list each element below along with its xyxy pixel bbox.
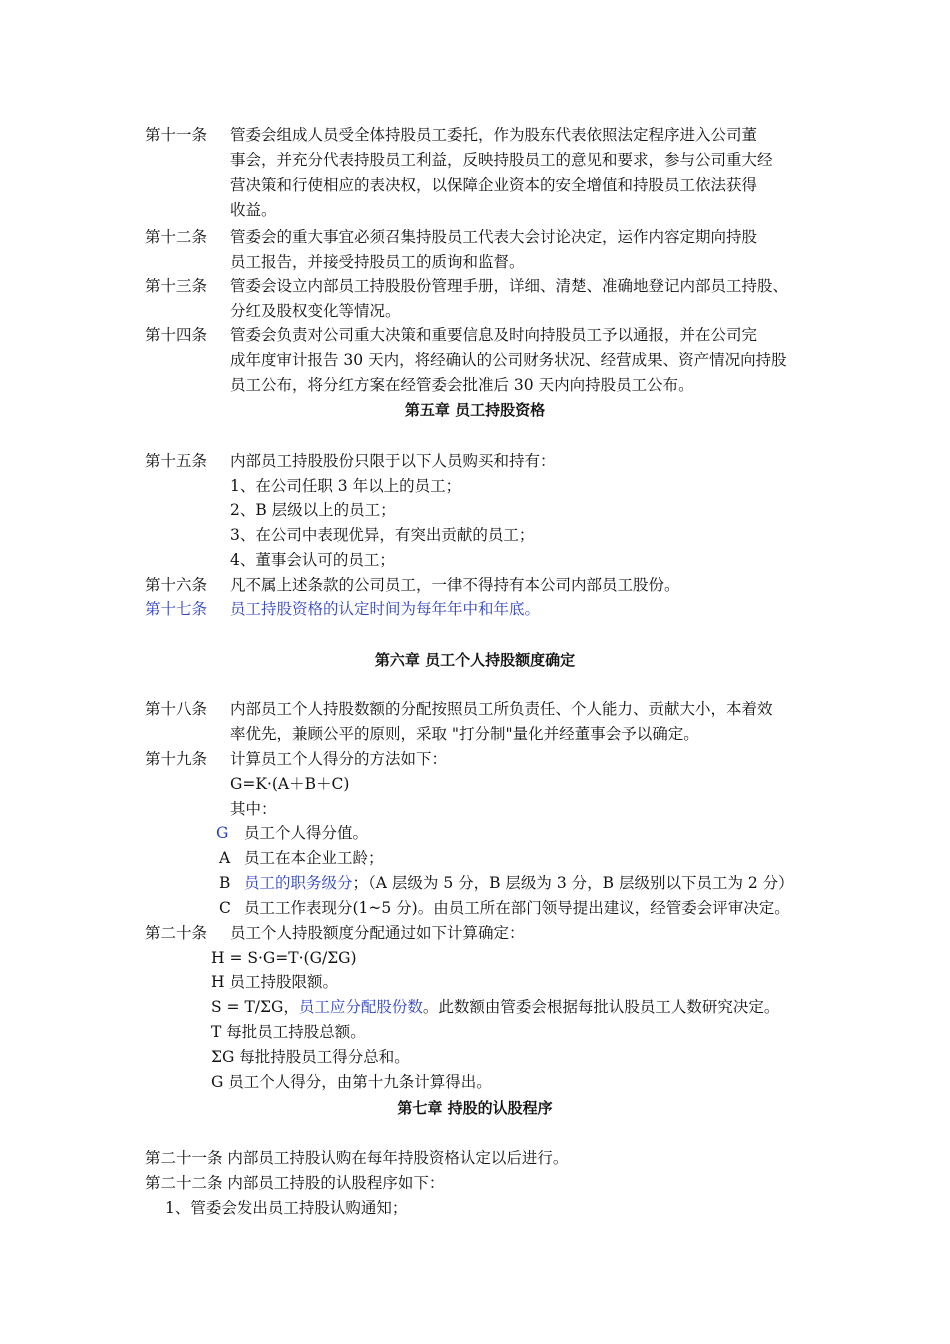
article-18-label: 第十八条 [145, 700, 208, 718]
article-11-line-3: 营决策和行使相应的表决权，以保障企业资本的安全增值和持股员工依法获得 [230, 176, 758, 194]
article-17-label: 第十七条 [145, 600, 208, 618]
article-14-line-2: 成年度审计报告 30 天内，将经确认的公司财务状况、经营成果、资产情况向持股 [230, 351, 787, 369]
b-description-highlight: 员工的职务级分 [244, 874, 353, 892]
g-symbol: G [216, 824, 229, 842]
article-20-text: 员工个人持股额度分配通过如下计算确定： [230, 924, 525, 942]
article-13-line-1: 管委会设立内部员工持股股份管理手册，详细、清楚、准确地登记内部员工持股、 [230, 277, 789, 295]
article-12-line-2: 员工报告，并接受持股员工的质询和监督。 [230, 253, 525, 271]
article-22: 第二十二条 内部员工持股的认股程序如下： [145, 1174, 445, 1192]
article-14-line-3: 员工公布，将分红方案在经管委会批准后 30 天内向持股员工公布。 [230, 376, 694, 394]
article-15-item-1: 1、在公司任职 3 年以上的员工； [230, 477, 462, 495]
article-13-label: 第十三条 [145, 277, 208, 295]
article-15-item-3: 3、在公司中表现优异，有突出贡献的员工； [230, 526, 535, 544]
article-19-where: 其中： [230, 800, 277, 818]
chapter-5-heading: 第五章 员工持股资格 [404, 401, 546, 419]
s-line-suffix: 。此数额由管委会根据每批认股员工人数研究决定。 [422, 998, 780, 1016]
article-13-line-2: 分红及股权变化等情况。 [230, 302, 401, 320]
article-14-line-1: 管委会负责对公司重大决策和重要信息及时向持股员工予以通报，并在公司完 [230, 326, 758, 344]
sigma-g-line: ΣG 每批持股员工得分总和。 [211, 1048, 410, 1066]
article-12-label: 第十二条 [145, 228, 208, 246]
article-19-text: 计算员工个人得分的方法如下： [230, 750, 448, 768]
s-line-prefix: S = T/ΣG， [211, 998, 299, 1016]
t-line: T 每批员工持股总额。 [211, 1023, 366, 1041]
b-description [244, 871, 794, 895]
article-18-line-2: 率优先，兼顾公平的原则，采取 "打分制"量化并经董事会予以确定。 [230, 725, 699, 743]
b-symbol: B [219, 874, 231, 892]
article-15-item-2: 2、B 层级以上的员工； [230, 501, 396, 519]
c-symbol: C [219, 899, 231, 917]
article-14-label: 第十四条 [145, 326, 208, 344]
chapter-6-heading: 第六章 员工个人持股额度确定 [374, 651, 576, 669]
article-18-line-1: 内部员工个人持股数额的分配按照员工所负责任、个人能力、贡献大小，本着效 [230, 700, 773, 718]
g-line: G 员工个人得分，由第十九条计算得出。 [211, 1073, 492, 1091]
article-19-label: 第十九条 [145, 750, 208, 768]
c-description: 员工工作表现分(1~5 分)。由员工所在部门领导提出建议，经管委会评审决定。 [244, 899, 790, 917]
h-line: H 员工持股限额。 [211, 973, 338, 991]
b-description-rest: ；（A 层级为 5 分，B 层级为 3 分，B 层级别以下员工为 2 分） [352, 874, 794, 892]
chapter-7-heading: 第七章 持股的认股程序 [397, 1099, 553, 1117]
procedure-step-1: 1、管委会发出员工持股认购通知； [165, 1199, 408, 1217]
article-11-line-2: 事会，并充分代表持股员工利益，反映持股员工的意见和要求，参与公司重大经 [230, 151, 773, 169]
article-16-label: 第十六条 [145, 576, 208, 594]
article-15-text: 内部员工持股股份只限于以下人员购买和持有： [230, 452, 556, 470]
article-15-label: 第十五条 [145, 452, 208, 470]
article-16-text: 凡不属上述条款的公司员工，一律不得持有本公司内部员工股份。 [230, 576, 680, 594]
g-description: 员工个人得分值。 [244, 824, 369, 842]
article-20-label: 第二十条 [145, 924, 208, 942]
article-11-label: 第十一条 [145, 126, 208, 144]
a-description: 员工在本企业工龄； [244, 849, 384, 867]
s-line-highlight: 员工应分配股份数 [298, 998, 423, 1016]
article-11-line-1: 管委会组成人员受全体持股员工委托，作为股东代表依照法定程序进入公司董 [230, 126, 758, 144]
article-11-line-4: 收益。 [230, 201, 277, 219]
article-17-text: 员工持股资格的认定时间为每年年中和年底。 [230, 600, 541, 618]
article-21: 第二十一条 内部员工持股认购在每年持股资格认定以后进行。 [145, 1149, 569, 1167]
article-15-item-4: 4、董事会认可的员工； [230, 551, 395, 569]
article-19-formula: G=K·(A＋B＋C) [230, 775, 350, 793]
s-line [211, 995, 779, 1019]
article-12-line-1: 管委会的重大事宜必须召集持股员工代表大会讨论决定，运作内容定期向持股 [230, 228, 758, 246]
a-symbol: A [219, 849, 231, 867]
article-20-formula: H = S·G=T·(G/ΣG) [211, 949, 357, 967]
